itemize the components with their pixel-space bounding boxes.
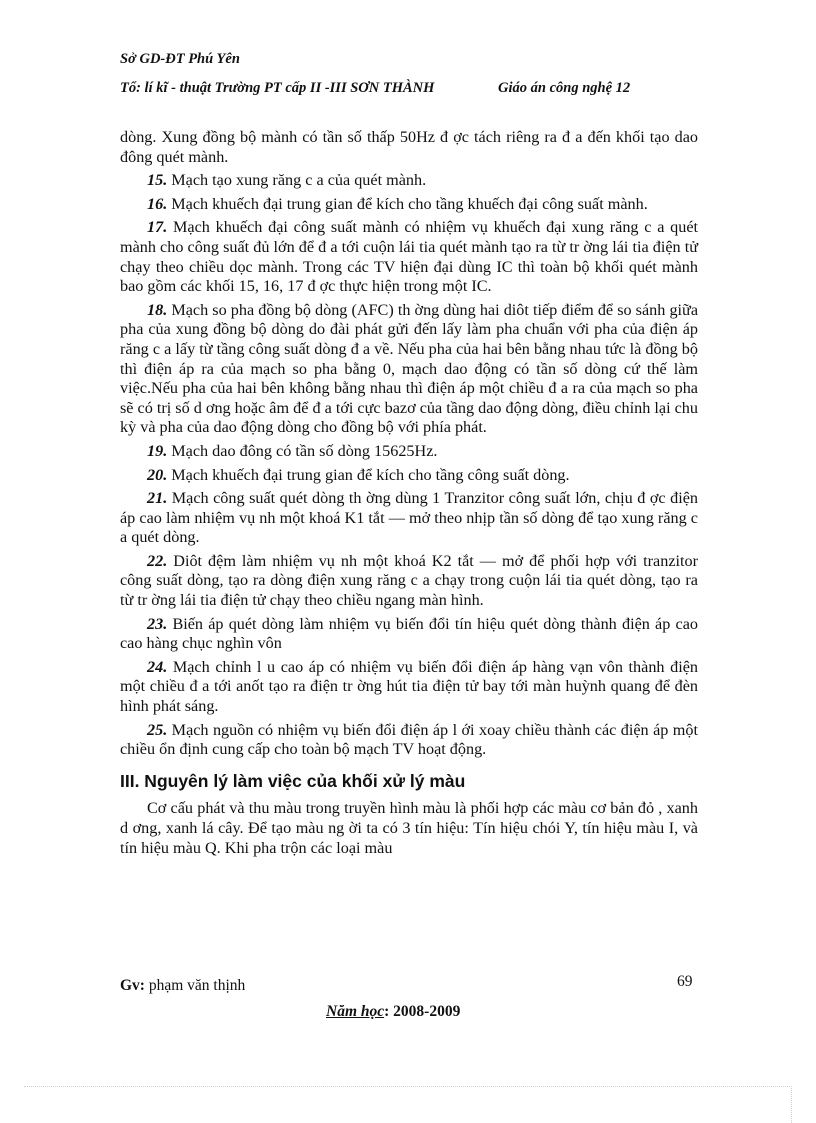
list-item: 21. Mạch công suất quét dòng th ờng dùng 1 Tranzitor công suất lớn, chịu đ ợc điện áp cao làm nhiệm vụ nh một khoá K1 tắt — mở theo nhịp tần số dòng để tạo xung răng c a quét dòng. (120, 489, 698, 547)
document-body (120, 128, 698, 862)
school-year-value: : 2008-2009 (384, 1003, 461, 1020)
list-item: 20. Mạch khuếch đại trung gian để kích cho tầng công suất dòng. (147, 465, 570, 484)
section-paragraph: Cơ cấu phát và thu màu trong truyền hình màu là phối hợp các màu cơ bản đỏ , xanh d ơng, xanh lá cây. Để tạo màu ng ời ta có 3 tín hiệu: Tín hiệu chói Y, tín hiệu màu I, và tín hiệu màu Q. Khi pha trộn các loại màu (120, 799, 698, 857)
header-subject: Giáo án công nghệ 12 (498, 80, 631, 96)
paragraph-continuation: dòng. Xung đồng bộ mành có tần số thấp 50Hz đ ợc tách riêng ra đ a đến khối tạo dao đông quét mành. (120, 128, 698, 166)
footer-school-year (326, 1003, 460, 1021)
teacher-label: Gv: (120, 977, 145, 994)
list-item: 25. Mạch nguồn có nhiệm vụ biến đổi điện áp l ới xoay chiều thành các điện áp một chiều ổn định cung cấp cho toàn bộ mạch TV hoạt động. (120, 720, 698, 759)
list-item: 24. Mạch chỉnh l u cao áp có nhiệm vụ biến đổi điện áp hàng vạn vôn thành điện một chiều đ a tới anốt tạo ra điện tr ờng hút tia điện tử bay tới màn huỳnh quang để đèn hình phát sáng. (120, 657, 698, 716)
section-heading: III. Nguyên lý làm việc của khối xử lý màu (120, 770, 466, 791)
page-border-line (24, 1086, 792, 1087)
list-item: 15. Mạch tạo xung răng c a của quét mành. (147, 171, 427, 190)
list-item: 17. Mạch khuếch đại công suất mành có nhiệm vụ khuếch đại xung răng c a quét mành cho công suất đủ lớn để đ a tới cuộn lái tia quét mành tạo ra từ tr ờng lái tia điện tử chạy theo chiều dọc mành. Trong các TV hiện đại dùng IC thì toàn bộ khối quét mành bao gồm các khối 15, 16, 17 đ ợc thực hiện trong một IC. (120, 218, 699, 296)
page-number: 69 (677, 973, 693, 990)
list-item: 18. Mạch so pha đồng bộ dòng (AFC) th ờng dùng hai diôt tiếp điểm để so sánh giữa pha của xung đồng bộ dòng do đài phát gửi đến lấy làm pha chuẩn với pha của điện áp răng c a lấy từ tầng công suất dòng đ a về. Nếu pha của hai bên bằng nhau tức là đồng bộ thì điện áp ra của mạch so pha bằng 0, mạch dao động có tần số dòng cứ thế làm việc.Nếu pha của hai bên không bằng nhau thì điện áp một chiều đ a ra của mạch so pha sẽ có trị số d ơng hoặc âm để đ a tới cực bazơ của tầng dao động dòng, điều chỉnh lại chu kỳ và pha của dao động dòng cho đồng bộ với phía phát. (120, 300, 699, 437)
footer-teacher (120, 977, 245, 995)
header-school: Tổ: lí kĩ - thuật Trường PT cấp II -III SƠN THÀNH (120, 80, 435, 96)
list-item: 23. Biến áp quét dòng làm nhiệm vụ biến đổi tín hiệu quét dòng thành điện áp cao cao hàng chục nghìn vôn (120, 614, 698, 653)
list-item: 19. Mạch dao đông có tần số dòng 15625Hz. (147, 441, 438, 460)
list-item: 16. Mạch khuếch đại trung gian để kích cho tầng khuếch đại công suất mành. (147, 194, 648, 213)
list-item: 22. Diôt đệm làm nhiệm vụ nh một khoá K2 tắt — mở để phối hợp với tranzitor công suất dòng, tạo ra dòng điện xung răng c a chạy trong cuộn lái tia quét dòng, tạo ra từ tr ờng lái tia điện tử chạy theo chiều ngang màn hình. (120, 551, 698, 610)
page-border-mark (791, 1086, 792, 1123)
teacher-name: phạm văn thịnh (148, 977, 246, 994)
school-year-label: Năm học (326, 1003, 385, 1020)
header-department: Sở GD-ĐT Phú Yên (120, 51, 240, 67)
